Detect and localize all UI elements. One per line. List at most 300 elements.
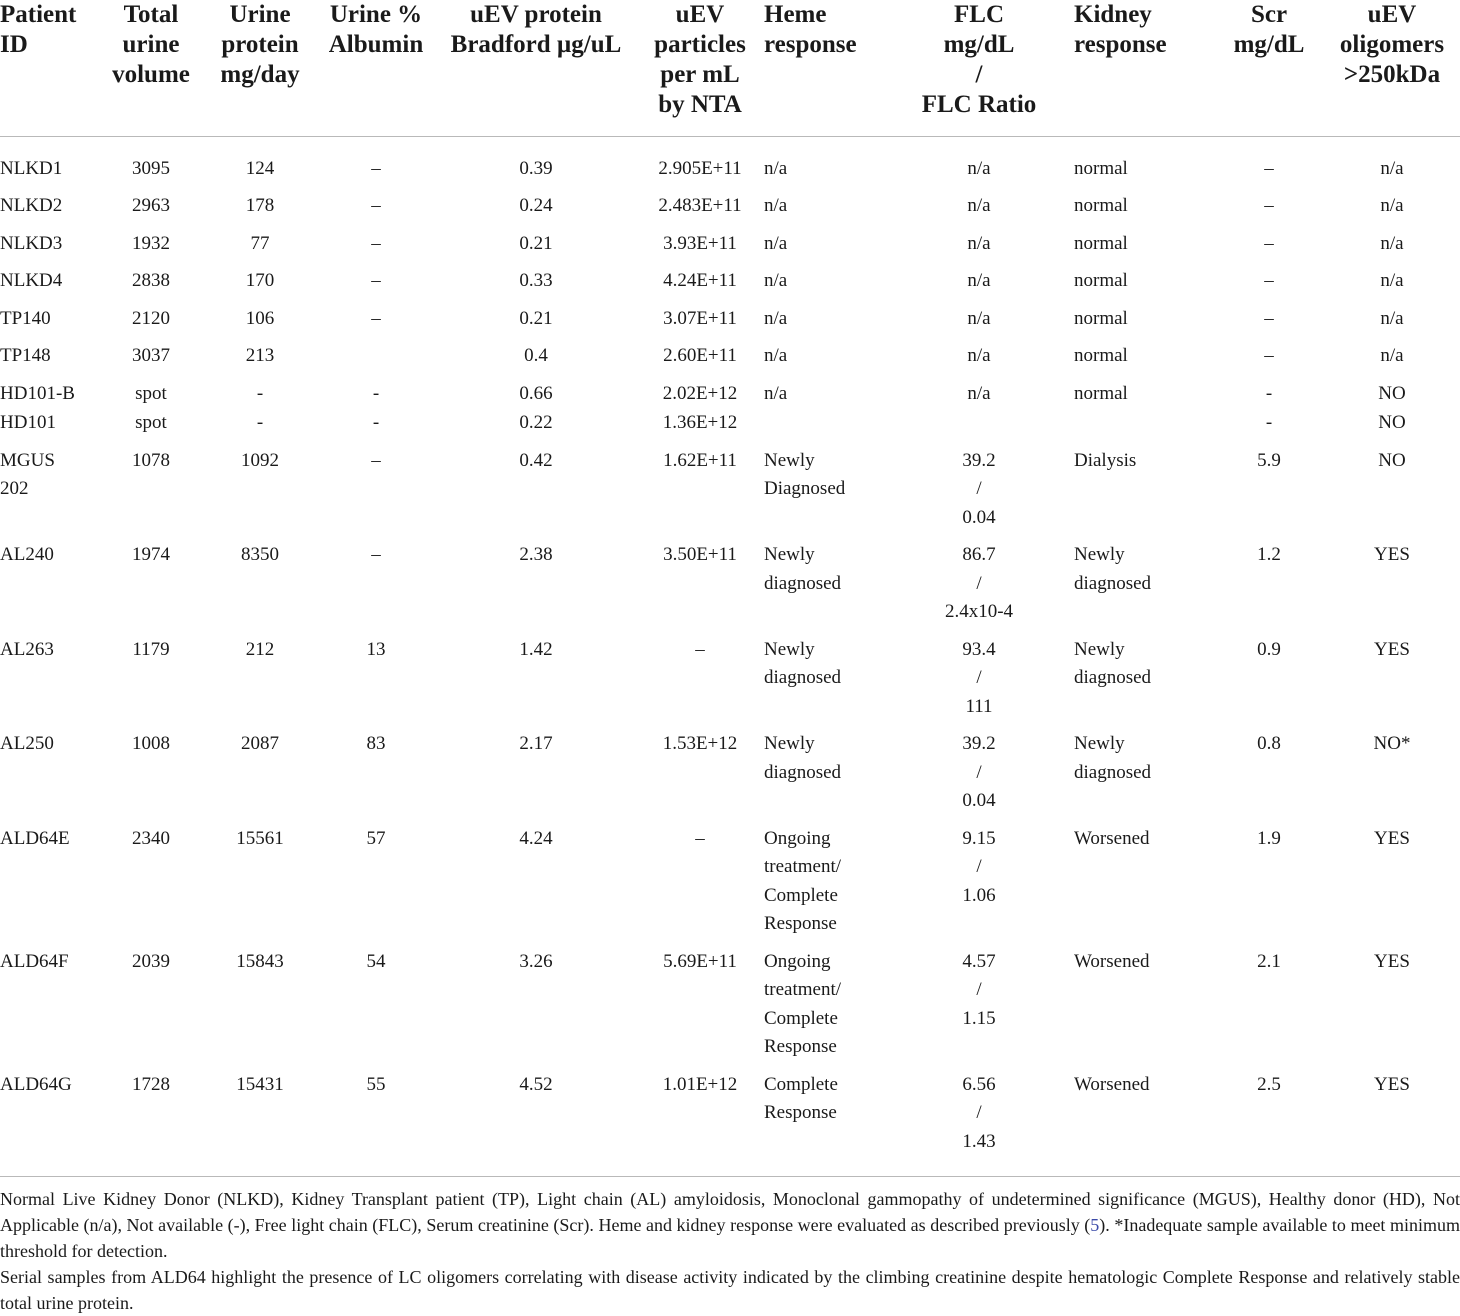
heme-response-cell [764, 408, 884, 438]
cell-line: NLKD3 [0, 232, 63, 254]
volume-cell [98, 627, 204, 722]
scr-cell [1214, 532, 1324, 627]
volume-cell [98, 408, 204, 438]
header-line: uEV protein [470, 1, 602, 28]
footnote-serial-samples: Serial samples from ALD64 highlight the presence of LC oligomers correlating with disease activity indicated by the climbing creatinine despite hematologic Complete Response and relatively stable total urine protein. [0, 1267, 1460, 1313]
header-line: FLC [954, 1, 1004, 28]
cell-line: diagnosed [764, 572, 842, 594]
cell-line: 0.66 [519, 382, 553, 404]
patient-id-cell [0, 939, 98, 1062]
header-line: FLC Ratio [921, 91, 1037, 118]
oligomers-cell [1324, 221, 1460, 259]
cell-line: NO [1378, 382, 1406, 404]
table-row [0, 136, 1460, 183]
nta-cell [636, 438, 764, 533]
table-row [0, 816, 1460, 939]
footnote-abbreviations: Normal Live Kidney Donor (NLKD), Kidney Transplant patient (TP), Light chain (AL) amyloidosis, Monoclonal gammopathy of undetermined significance (MGUS), Healthy donor (HD), Not Applicable (n/a), Not available (-), Free light chain (FLC), Serum creatinine (Scr). Heme and kidney response were evaluated as described previously (5). *Inadequate sample available to meet minimum threshold for detection. [0, 1189, 1460, 1261]
kidney-response-cell [1074, 136, 1214, 183]
table-header-row [0, 0, 1460, 136]
cell-line: 2.5 [1257, 1073, 1281, 1095]
protein-cell [204, 183, 316, 221]
cell-line: AL250 [0, 733, 54, 754]
cell-line: Complete [764, 1073, 838, 1095]
cell-line: Newly [1074, 638, 1125, 660]
header-line: mg/day [220, 61, 300, 88]
albumin-cell [316, 408, 436, 438]
cell-line: 1.15 [962, 1007, 996, 1029]
cell-line: – [1264, 270, 1274, 291]
scr-cell [1214, 816, 1324, 939]
nta-cell [636, 296, 764, 334]
header-kidney-response [1074, 0, 1214, 136]
cell-line: 1.42 [519, 638, 553, 660]
scr-cell [1214, 136, 1324, 183]
heme-response-cell [764, 939, 884, 1062]
cell-line: n/a [764, 195, 788, 216]
cell-line: 57 [366, 827, 386, 849]
patient-id-cell [0, 221, 98, 259]
header-line: Bradford µg/uL [450, 31, 622, 58]
cell-line: n/a [764, 307, 788, 329]
cell-line [318, 342, 434, 371]
uev-protein-cell [436, 438, 636, 533]
cell-line: 2.60E+11 [663, 345, 737, 366]
cell-line [764, 409, 882, 438]
cell-line: – [371, 195, 381, 216]
cell-line: – [371, 544, 381, 565]
cell-line: 0.4 [524, 345, 548, 366]
header-line: Urine % [329, 1, 423, 28]
volume-cell [98, 939, 204, 1062]
scr-cell [1214, 221, 1324, 259]
cell-line: n/a [967, 345, 991, 366]
cell-line: 2963 [132, 195, 170, 216]
protein-cell [204, 721, 316, 816]
kidney-response-cell [1074, 438, 1214, 533]
volume-cell [98, 816, 204, 939]
table-row [0, 258, 1460, 296]
cell-line: 86.7 [962, 544, 996, 565]
cell-line: Response [764, 1036, 837, 1057]
cell-line: n/a [967, 307, 991, 329]
patient-id-cell [0, 333, 98, 371]
cell-line: 4.57 [962, 950, 996, 972]
cell-line: 3.07E+11 [663, 307, 737, 329]
cell-line: - [1265, 382, 1273, 404]
header-uev-particles [636, 0, 764, 136]
cell-line: normal [1074, 270, 1128, 291]
cell-line: 170 [245, 270, 275, 291]
cell-line: – [1264, 232, 1274, 254]
cell-line: n/a [967, 270, 991, 291]
nta-cell [636, 532, 764, 627]
scr-cell [1214, 371, 1324, 409]
cell-line: 2087 [241, 733, 279, 754]
oligomers-cell [1324, 258, 1460, 296]
cell-line: YES [1374, 827, 1410, 849]
header-line: by NTA [658, 91, 742, 118]
nta-cell [636, 221, 764, 259]
flc-cell [884, 183, 1074, 221]
cell-line: 3.26 [519, 950, 553, 972]
heme-response-cell [764, 183, 884, 221]
cell-line: – [371, 157, 381, 179]
cell-line: Ongoing [764, 950, 831, 972]
volume-cell [98, 221, 204, 259]
header-line: Kidney [1074, 1, 1152, 28]
patient-id-cell [0, 532, 98, 627]
albumin-cell [316, 371, 436, 409]
cell-line: diagnosed [1074, 761, 1152, 783]
patient-id-cell [0, 408, 98, 438]
header-line: particles [654, 31, 746, 58]
cell-line: normal [1074, 382, 1128, 404]
protein-cell [204, 1062, 316, 1177]
cell-line: 1.2 [1257, 544, 1281, 565]
cell-line: YES [1374, 950, 1410, 972]
cell-line: 77 [250, 232, 270, 254]
cell-line: 1.36E+12 [662, 412, 738, 433]
cell-line: Newly [1074, 544, 1125, 565]
cell-line: 1932 [132, 232, 170, 254]
cell-line: 0.42 [519, 449, 553, 471]
heme-response-cell [764, 532, 884, 627]
flc-cell [884, 258, 1074, 296]
header-uev-protein [436, 0, 636, 136]
cell-line: Dialysis [1074, 449, 1137, 471]
header-scr [1214, 0, 1324, 136]
albumin-cell [316, 136, 436, 183]
oligomers-cell [1324, 408, 1460, 438]
albumin-cell [316, 816, 436, 939]
cell-line: – [371, 270, 381, 291]
albumin-cell [316, 221, 436, 259]
protein-cell [204, 371, 316, 409]
albumin-cell [316, 258, 436, 296]
cell-line: 9.15 [962, 827, 996, 849]
header-line: Scr [1250, 1, 1288, 28]
flc-cell [884, 1062, 1074, 1177]
cell-line: / [976, 667, 982, 688]
nta-cell [636, 721, 764, 816]
cell-line: Complete [764, 1007, 838, 1029]
flc-cell [884, 939, 1074, 1062]
cell-line: 3.50E+11 [663, 544, 737, 565]
cell-line: Newly [764, 638, 815, 660]
uev-protein-cell [436, 1062, 636, 1177]
header-line: response [764, 31, 857, 58]
cell-line: AL240 [0, 544, 54, 565]
flc-cell [884, 721, 1074, 816]
cell-line [886, 409, 1072, 438]
flc-cell [884, 221, 1074, 259]
heme-response-cell [764, 816, 884, 939]
cell-line: Diagnosed [764, 478, 846, 499]
scr-cell [1214, 258, 1324, 296]
albumin-cell [316, 296, 436, 334]
uev-protein-cell [436, 532, 636, 627]
cell-line: - [256, 412, 264, 433]
cell-line: 2.38 [519, 544, 553, 565]
uev-protein-cell [436, 408, 636, 438]
kidney-response-cell [1074, 183, 1214, 221]
table-row [0, 721, 1460, 816]
cell-line: NO* [1373, 733, 1411, 754]
header-line: urine [122, 31, 180, 58]
oligomers-cell [1324, 939, 1460, 1062]
nta-cell [636, 258, 764, 296]
patient-id-cell [0, 438, 98, 533]
scr-cell [1214, 438, 1324, 533]
header-line: mg/dL [943, 31, 1015, 58]
cell-line: 1078 [132, 449, 170, 471]
cell-line: 2.1 [1257, 950, 1281, 972]
scr-cell [1214, 408, 1324, 438]
cell-line: / [976, 856, 982, 877]
cell-line: 55 [366, 1073, 386, 1095]
cell-line: n/a [1380, 195, 1404, 216]
scr-cell [1214, 1062, 1324, 1177]
cell-line: 106 [245, 307, 275, 329]
cell-line: 2.02E+12 [662, 382, 738, 404]
cell-line: Worsened [1074, 950, 1150, 972]
table-footnotes [0, 1186, 1460, 1316]
cell-line: ALD64G [0, 1073, 72, 1095]
cell-line: – [695, 827, 705, 849]
patient-id-cell [0, 136, 98, 183]
cell-line: / [976, 1102, 982, 1123]
uev-protein-cell [436, 221, 636, 259]
patient-id-cell [0, 816, 98, 939]
flc-cell [884, 627, 1074, 722]
cell-line: – [1264, 307, 1274, 329]
flc-cell [884, 408, 1074, 438]
cell-line: 5.9 [1257, 449, 1281, 471]
cell-line: n/a [764, 232, 788, 254]
cell-line: 1.43 [962, 1130, 996, 1152]
cell-line: Complete [764, 884, 838, 906]
cell-line: 8350 [241, 544, 279, 565]
kidney-response-cell [1074, 371, 1214, 409]
header-line: uEV [1367, 1, 1417, 28]
table-row [0, 371, 1460, 409]
cell-line: NO [1378, 412, 1406, 433]
cell-line: 93.4 [962, 638, 996, 660]
volume-cell [98, 1062, 204, 1177]
patient-id-cell [0, 296, 98, 334]
cell-line: – [1264, 195, 1274, 216]
cell-line: 0.21 [519, 232, 553, 254]
protein-cell [204, 939, 316, 1062]
table-body [0, 136, 1460, 1177]
heme-response-cell [764, 258, 884, 296]
header-line: protein [221, 31, 299, 58]
cell-line: diagnosed [1074, 667, 1152, 688]
cell-line: 0.9 [1257, 638, 1281, 660]
cell-line: / [976, 478, 982, 499]
cell-line: 1008 [132, 733, 170, 754]
cell-line: 212 [245, 638, 275, 660]
cell-line: 0.21 [519, 307, 553, 329]
cell-line: 2039 [132, 950, 170, 972]
header-line: Heme [764, 1, 827, 28]
volume-cell [98, 136, 204, 183]
oligomers-cell [1324, 816, 1460, 939]
scr-cell [1214, 721, 1324, 816]
header-urine-albumin [316, 0, 436, 136]
cell-line: n/a [967, 195, 991, 216]
oligomers-cell [1324, 627, 1460, 722]
albumin-cell [316, 721, 436, 816]
heme-response-cell [764, 438, 884, 533]
cell-line: 0.39 [519, 157, 553, 179]
cell-line: - [1265, 412, 1273, 433]
cell-line: NLKD1 [0, 157, 63, 179]
heme-response-cell [764, 371, 884, 409]
cell-line: / [976, 761, 982, 783]
albumin-cell [316, 627, 436, 722]
header-line: ID [0, 31, 28, 58]
protein-cell [204, 408, 316, 438]
cell-line: 202 [0, 478, 29, 499]
oligomers-cell [1324, 296, 1460, 334]
albumin-cell [316, 532, 436, 627]
heme-response-cell [764, 333, 884, 371]
cell-line: 39.2 [962, 733, 996, 754]
header-line: volume [112, 61, 190, 88]
cell-line: – [371, 449, 381, 471]
protein-cell [204, 532, 316, 627]
heme-response-cell [764, 721, 884, 816]
protein-cell [204, 221, 316, 259]
cell-line: 1179 [132, 638, 170, 660]
protein-cell [204, 296, 316, 334]
cell-line: Newly [1074, 733, 1125, 754]
heme-response-cell [764, 627, 884, 722]
table-row [0, 333, 1460, 371]
kidney-response-cell [1074, 532, 1214, 627]
cell-line: YES [1374, 638, 1410, 660]
table-row [0, 408, 1460, 438]
cell-line: n/a [967, 232, 991, 254]
cell-line [1074, 409, 1212, 438]
cell-line: normal [1074, 157, 1128, 179]
cell-line: MGUS [0, 449, 55, 471]
cell-line: spot [135, 412, 167, 433]
nta-cell [636, 136, 764, 183]
cell-line: YES [1374, 1073, 1410, 1095]
cell-line: normal [1074, 195, 1128, 216]
header-uev-oligomers [1324, 0, 1460, 136]
table-row [0, 183, 1460, 221]
protein-cell [204, 816, 316, 939]
cell-line: – [1264, 345, 1274, 366]
cell-line: normal [1074, 345, 1128, 366]
cell-line: 15561 [236, 827, 284, 849]
nta-cell [636, 333, 764, 371]
reference-link[interactable]: 5 [1090, 1215, 1100, 1235]
cell-line: / [976, 979, 982, 1000]
oligomers-cell [1324, 1062, 1460, 1177]
cell-line: 1.53E+12 [662, 733, 738, 754]
patient-id-cell [0, 1062, 98, 1177]
oligomers-cell [1324, 333, 1460, 371]
cell-line: treatment/ [764, 979, 842, 1000]
nta-cell [636, 816, 764, 939]
nta-cell [636, 939, 764, 1062]
cell-line: normal [1074, 232, 1128, 254]
scr-cell [1214, 296, 1324, 334]
header-line: mg/dL [1233, 31, 1305, 58]
header-line: / [975, 61, 983, 88]
cell-line: 3.93E+11 [663, 232, 737, 254]
cell-line: 2.483E+11 [658, 195, 742, 216]
patient-id-cell [0, 258, 98, 296]
table-row [0, 296, 1460, 334]
cell-line: 3037 [132, 345, 170, 366]
cell-line: TP140 [0, 307, 51, 329]
cell-line: 54 [366, 950, 386, 972]
protein-cell [204, 438, 316, 533]
protein-cell [204, 333, 316, 371]
cell-line: Newly [764, 733, 815, 754]
patient-id-cell [0, 721, 98, 816]
albumin-cell [316, 333, 436, 371]
cell-line: 124 [245, 157, 275, 179]
cell-line: Worsened [1074, 827, 1150, 849]
header-line: Patient [0, 1, 77, 28]
kidney-response-cell [1074, 627, 1214, 722]
oligomers-cell [1324, 136, 1460, 183]
kidney-response-cell [1074, 333, 1214, 371]
cell-line: 4.24 [519, 827, 553, 849]
cell-line: AL263 [0, 638, 54, 660]
header-urine-protein [204, 0, 316, 136]
uev-protein-cell [436, 939, 636, 1062]
cell-line: diagnosed [1074, 572, 1152, 594]
protein-cell [204, 627, 316, 722]
cell-line: Newly [764, 544, 815, 565]
uev-protein-cell [436, 816, 636, 939]
flc-cell [884, 816, 1074, 939]
patient-id-cell [0, 627, 98, 722]
nta-cell [636, 408, 764, 438]
flc-cell [884, 438, 1074, 533]
cell-line: NLKD4 [0, 270, 63, 291]
scr-cell [1214, 939, 1324, 1062]
cell-line: n/a [967, 157, 991, 179]
cell-line: 83 [366, 733, 386, 754]
uev-protein-cell [436, 258, 636, 296]
kidney-response-cell [1074, 408, 1214, 438]
flc-cell [884, 296, 1074, 334]
cell-line: 1974 [132, 544, 170, 565]
cell-line: n/a [764, 382, 788, 404]
cell-line: 178 [245, 195, 275, 216]
cell-line: – [371, 307, 381, 329]
kidney-response-cell [1074, 721, 1214, 816]
kidney-response-cell [1074, 939, 1214, 1062]
cell-line: 0.8 [1257, 733, 1281, 754]
cell-line: 0.24 [519, 195, 553, 216]
header-line: uEV [675, 1, 725, 28]
scr-cell [1214, 333, 1324, 371]
cell-line: n/a [764, 345, 788, 366]
cell-line: – [695, 638, 705, 660]
cell-line: 1.9 [1257, 827, 1281, 849]
cell-line: 1728 [132, 1073, 170, 1095]
header-line: >250kDa [1343, 61, 1441, 88]
